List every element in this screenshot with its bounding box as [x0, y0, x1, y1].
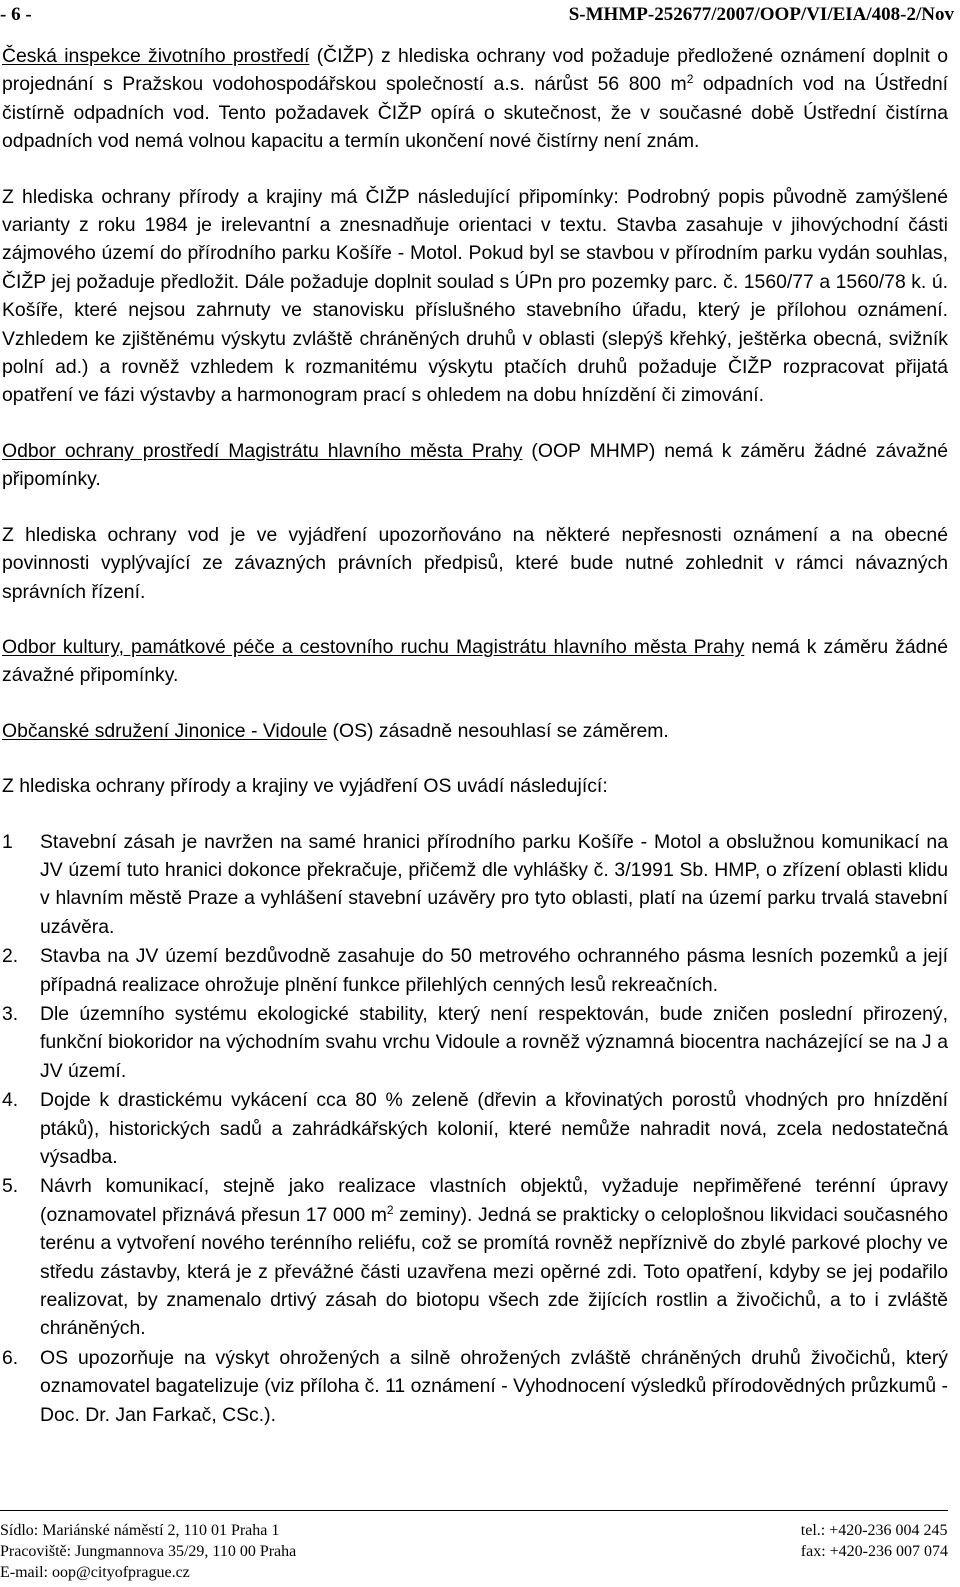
paragraph-culture-dept	[2, 633, 948, 690]
paragraph-text: (ČIŽP) z hlediska ochrany vod požaduje předložené oznámení doplnit o projednání s Pražskou vodohospodářskou společností a.s. nárůst 56 800 m	[2, 45, 948, 96]
list-item-text: Stavba na JV území bezdůvodně zasahuje do 50 metrového ochranného pásma lesních pozemků a její případná realizace ohrožuje plnění funkce přilehlých cenných lesů rekreačních.	[40, 945, 948, 996]
list-item-text: OS upozorňuje na výskyt ohrožených a silně ohrožených zvláště chráněných druhů živočichů, který oznamovatel bagatelizuje (viz příloha č. 11 oznámení - Vyhodnocení výsledků přírodovědných průzkumů - Doc. Dr. Jan Farkač, CSc.).	[40, 1346, 948, 1426]
paragraph-cizp-water	[2, 42, 948, 156]
list-item	[2, 828, 948, 942]
authority-name: Odbor kultury, památkové péče a cestovního ruchu Magistrátu hlavního města Prahy	[2, 635, 745, 658]
authority-name: Občanské sdružení Jinonice - Vidoule	[2, 719, 328, 742]
list-item	[2, 1172, 948, 1342]
paragraph-text: odpadních vod na Ústřední čistírně odpadních vod. Tento požadavek ČIŽP opírá o skutečnost, že v současné době Ústřední čistírna odpadních vod nemá volnou kapacitu a termín ukončení nové čistírny není znám.	[2, 73, 948, 153]
list-number: 6.	[2, 1346, 19, 1369]
footer-workplace: Pracoviště: Jungmannova 35/29, 110 00 Praha	[0, 1543, 297, 1560]
list-item-text: Stavební zásah je navržen na samé hranici přírodního parku Košíře - Motol a obslužnou komunikací na JV území tuto hranici dokonce překračuje, přičemž dle vyhlášky č. 3/1991 Sb. HMP, o zřízení oblasti klidu v hlavním městě Praze a vyhlášení stavební uzávěry pro tyto oblasti, platí na území parku trvalá stavební uzávěra.	[40, 830, 948, 938]
footer-contact-left	[0, 1520, 296, 1583]
list-item-text: Návrh komunikací, stejně jako realizace vlastních objektů, vyžaduje nepřiměřené terénní úpravy (oznamovatel přiznává přesun 17 000 m	[40, 1175, 948, 1226]
footer-tel: tel.: +420-236 004 245	[800, 1522, 948, 1539]
list-number: 2.	[2, 945, 19, 968]
superscript: 2	[386, 1202, 394, 1217]
paragraph-civic-association	[2, 717, 948, 745]
paragraph-water-protection: Z hlediska ochrany vod je ve vyjádření upozorňováno na některé nepřesnosti oznámení a na obecné povinnosti vyplývající ze závazných právních předpisů, které bude nutné zohlednit v rámci návazných správních řízení.	[2, 523, 948, 603]
document-body	[2, 42, 948, 1430]
paragraph-text: nemá k záměru žádné závažné připomínky.	[2, 635, 948, 687]
page-number: - 6 -	[0, 4, 32, 25]
page-header	[0, 0, 958, 34]
document-reference: S-MHMP-252677/2007/OOP/VI/EIA/408-2/Nov	[568, 4, 954, 25]
footer-address: Sídlo: Mariánské náměstí 2, 110 01 Praha 1	[0, 1522, 280, 1539]
list-item-text: Dle územního systému ekologické stability, který není respektován, bude zničen poslední přirozený, funkční biokoridor na východním svahu vrchu Vidoule a rovněž významná biocentra nacházející se na J a JV území.	[40, 1002, 948, 1082]
paragraph-text: (OOP MHMP) nemá k záměru žádné závažné připomínky.	[2, 439, 949, 491]
list-item-text: zeminy). Jedná se prakticky o celoplošnou likvidaci současného terénu a vytvoření nového terénního reliéfu, což se promítá rovněž nepříznivě do zbylé parkové plochy ve středu zástavby, která je z převážné části uzavřena mezi opěrné zdi. Toto opatření, kdyby se jej podařilo realizovat, by znamenalo drtivý zásah do biotopu všech zde žijících rostlin a živočichů, a to i zvláště chráněných.	[40, 1203, 948, 1340]
list-item	[2, 942, 948, 999]
paragraph-oop-mhmp	[2, 437, 948, 494]
list-item	[2, 1000, 948, 1085]
paragraph-list-intro: Z hlediska ochrany přírody a krajiny ve vyjádření OS uvádí následující:	[2, 775, 608, 798]
list-number: 5.	[2, 1175, 19, 1198]
footer-contact-right	[801, 1520, 948, 1562]
list-item	[2, 1086, 948, 1171]
footer-divider	[0, 1510, 948, 1511]
superscript: 2	[686, 72, 694, 87]
list-number: 3.	[2, 1002, 19, 1025]
paragraph-cizp-nature: Z hlediska ochrany přírody a krajiny má ČIŽP následující připomínky: Podrobný popis původně zamýšlené varianty z roku 1984 je irelevantní a znesnadňuje orientaci v textu. Stavba zasahuje v jihovýchodní části zájmového území do přírodního parku Košíře - Motol. Pokud byl se stavbou v přírodním parku vydán souhlas, ČIŽP jej požaduje předložit. Dále požaduje doplnit soulad s ÚPn pro pozemky parc. č. 1560/77 a 1560/78 k. ú. Košíře, které nejsou zahrnuty ve stanovisku příslušného stavebního úřadu, který je přílohou oznámení. Vzhledem ke zjištěnému výskytu zvláště chráněných druhů v oblasti (slepýš křehký, ještěrka obecná, svižník polní ad.) a rovněž vzhledem k rozmanitému výskytu ptačích druhů požaduje ČIŽP rozpracovat přijatá opatření ve fázi výstavby a harmonogram prací s ohledem na dobu hnízdění či zimování.	[2, 185, 948, 407]
authority-name: Česká inspekce životního prostředí	[2, 45, 310, 67]
list-number: 4.	[2, 1089, 19, 1112]
paragraph-text: (OS) zásadně nesouhlasí se záměrem.	[327, 719, 669, 742]
list-item-text: Dojde k drastickému vykácení cca 80 % zeleně (dřevin a křovinatých porostů vhodných pro hnízdění ptáků), historických sadů a zahrádkářských kolonií, které nemůže nahradit nová, zcela nedostatečná výsadba.	[40, 1089, 948, 1168]
footer-email[interactable]: E-mail: oop@cityofprague.cz	[0, 1564, 190, 1581]
objection-list	[2, 828, 948, 1430]
list-item	[2, 1344, 948, 1429]
authority-name: Odbor ochrany prostředí Magistrátu hlavního města Prahy	[2, 439, 523, 462]
list-number: 1	[2, 830, 13, 853]
footer-fax: fax: +420-236 007 074	[800, 1543, 948, 1560]
